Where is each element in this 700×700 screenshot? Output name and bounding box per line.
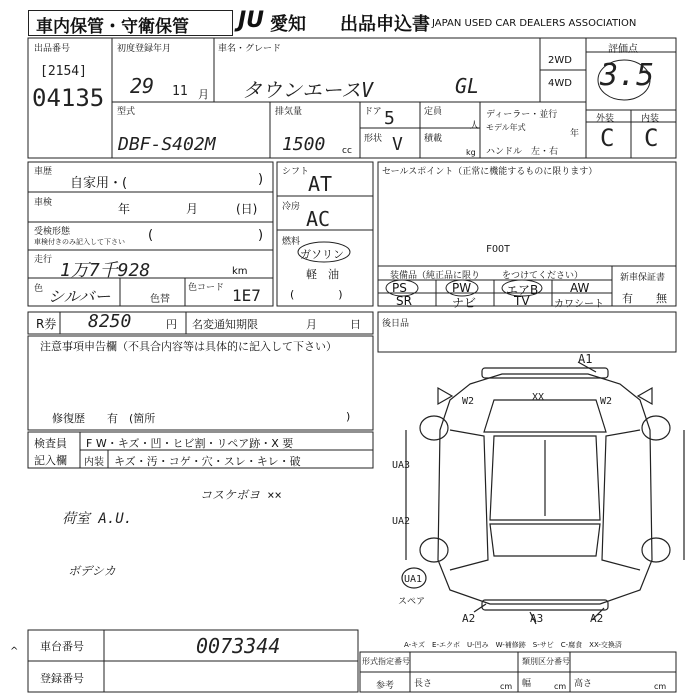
shift-label: シフト xyxy=(282,167,310,177)
equipment-label-2: をつけてください） xyxy=(502,271,584,281)
displacement-unit: cc xyxy=(342,146,352,156)
shape-label: 形状 xyxy=(364,134,383,144)
exterior-label: 外装 xyxy=(596,114,615,124)
association-name: JAPAN USED CAR DEALERS ASSOCIATION xyxy=(432,18,637,29)
length-label: 長さ xyxy=(414,679,433,689)
registration-month-unit: 月 xyxy=(198,88,209,101)
checker-row-2-label: 内装 xyxy=(84,457,104,468)
warranty-label: 新車保証書 xyxy=(620,273,666,283)
fuel-other: ( ) xyxy=(290,288,343,301)
equip-aw: AW xyxy=(570,281,590,295)
received-open: ( xyxy=(148,228,154,243)
model-year-unit: 年 xyxy=(570,129,580,139)
equip-tv: TV xyxy=(514,294,530,308)
warranty-no: 無 xyxy=(656,292,667,305)
type-value: DBF-S402M xyxy=(118,134,216,155)
damage-mark-xx: XX xyxy=(532,392,545,403)
color-code-value: 1E7 xyxy=(232,286,261,305)
color-code-label: 色コード xyxy=(188,283,225,293)
reference-label: 参考 xyxy=(376,681,395,691)
registration-number-label: 登録番号 xyxy=(40,672,84,685)
equip-airbag: エアB xyxy=(506,283,539,297)
damage-mark-a1: A1 xyxy=(578,352,593,366)
color-label: 色 xyxy=(34,284,44,294)
recycle-unit: 円 xyxy=(166,318,177,331)
repair-history-close: ) xyxy=(346,410,351,423)
rating-label: 評価点 xyxy=(608,44,638,55)
registration-year: 29 xyxy=(130,74,155,98)
height-label: 高さ xyxy=(574,679,593,689)
form-title: 出品申込書 xyxy=(340,14,430,35)
circle-gasoline xyxy=(298,242,350,262)
damage-mark-w2-left: W2 xyxy=(462,396,475,407)
circle-pw xyxy=(446,280,478,296)
damage-mark-a2-left: A2 xyxy=(462,612,476,625)
fuel-label: 燃料 xyxy=(282,237,301,247)
damage-mark-ua2: UA2 xyxy=(392,516,411,527)
car-grade-value: GL xyxy=(455,74,480,98)
inspection-label: 車検 xyxy=(34,198,53,208)
load-label: 積載 xyxy=(424,134,443,144)
interior-grade: C xyxy=(644,124,659,152)
received-close: ) xyxy=(258,228,264,243)
handwritten-note-1: コスケボヨ ×× xyxy=(200,488,282,502)
registration-label: 初度登録年月 xyxy=(117,44,172,54)
mileage-label: 走行 xyxy=(34,255,53,265)
checker-label-2: 記入欄 xyxy=(34,454,67,467)
handwritten-note-3: ボデシカ xyxy=(68,564,116,578)
lot-bracket-number: [2154] xyxy=(40,64,87,79)
interior-label: 内装 xyxy=(641,114,660,124)
history-label: 車歴 xyxy=(34,167,53,177)
lot-number: 04135 xyxy=(32,84,105,112)
damage-mark-ua1: UA1 xyxy=(404,574,423,585)
recycle-label: R券 xyxy=(36,317,57,331)
checker-row-2: キズ・汚・コゲ・穴・スレ・キレ・破 xyxy=(114,455,301,468)
inspection-day: (日) xyxy=(236,202,258,216)
doors-label: ドア xyxy=(364,107,382,117)
rating-score: 3.5 xyxy=(600,58,655,93)
margin-mark: ^ xyxy=(10,646,19,657)
circle-ps xyxy=(386,280,418,296)
width-label: 幅 xyxy=(522,679,532,689)
displacement-value: 1500 xyxy=(282,134,326,155)
handle-label: ハンドル 左・右 xyxy=(486,147,559,157)
damage-mark-ua3: UA3 xyxy=(392,460,411,471)
tax-month: 月 xyxy=(306,318,317,331)
chassis-value: 0073344 xyxy=(196,634,281,658)
circle-score xyxy=(598,60,650,100)
damage-mark-w2-right: W2 xyxy=(600,396,613,407)
class-number-label: 類別区分番号 xyxy=(522,657,570,666)
checker-label: 検査員 xyxy=(34,437,67,450)
fuel-diesel: 軽 油 xyxy=(306,268,339,281)
width-unit: cm xyxy=(554,682,567,691)
branch-name: 愛知 xyxy=(270,14,306,35)
capacity-unit: 人 xyxy=(470,121,480,131)
rear-item-label: 後日品 xyxy=(382,319,410,329)
mileage-value: 1万7千928 xyxy=(60,260,151,281)
received-note: 車検付きのみ記入して下さい xyxy=(34,238,125,246)
ju-logo: JU xyxy=(238,8,265,33)
received-label: 受検形態 xyxy=(34,227,71,237)
color-change-label: 色替 xyxy=(150,294,170,305)
height-unit: cm xyxy=(654,682,667,691)
load-unit: kg xyxy=(466,148,476,157)
tax-day: 日 xyxy=(350,318,361,331)
doors-value: 5 xyxy=(384,108,395,129)
chassis-label: 車台番号 xyxy=(40,640,84,653)
history-value: 自家用・( xyxy=(70,176,128,191)
recycle-value: 8250 xyxy=(88,311,132,332)
equip-leather: カワシート xyxy=(554,299,604,310)
storage-note: 車内保管・守衛保管 xyxy=(36,17,189,37)
model-year-label: モデル年式 xyxy=(486,123,526,132)
equip-ps: PS xyxy=(392,281,407,295)
equip-pw: PW xyxy=(452,281,472,295)
drive-4wd: 4WD xyxy=(548,78,572,89)
inspection-year: 年 xyxy=(118,202,131,216)
fuel-gasoline: ガソリン xyxy=(300,248,344,261)
lot-label: 出品番号 xyxy=(34,44,71,54)
color-value: シルバー xyxy=(48,287,111,306)
warranty-yes: 有 xyxy=(622,292,633,305)
damage-mark-a2-right: A2 xyxy=(590,612,604,625)
equipment-label: 装備品（純正品に限り xyxy=(390,271,481,281)
mileage-unit: km xyxy=(232,266,248,277)
damage-legend: A-キズ E-エクボ U-凹み W-補修跡 S-サビ C-腐食 XX-交換済 xyxy=(404,641,622,649)
sales-point-note: FOOT xyxy=(486,244,511,255)
drive-2wd: 2WD xyxy=(548,55,572,66)
notes-label: 注意事項申告欄（不具合内容等は具体的に記入して下さい） xyxy=(40,340,337,353)
displacement-label: 排気量 xyxy=(275,107,303,117)
equip-navi: ナビ xyxy=(452,296,477,310)
damage-mark-a3: A3 xyxy=(530,612,544,625)
car-name-label: 車名・グレード xyxy=(218,44,282,54)
inspection-month: 月 xyxy=(186,202,199,216)
circle-airbag xyxy=(502,280,542,296)
type-label: 型式 xyxy=(117,107,136,117)
cert-number-label: 形式指定番号 xyxy=(362,657,410,666)
sales-point-label: セールスポイント（正常に機能するものに限ります） xyxy=(382,167,598,177)
ac-label: 冷房 xyxy=(282,202,301,212)
registration-month: 11 xyxy=(172,84,188,99)
capacity-label: 定員 xyxy=(424,107,443,117)
tax-label: 名変通知期限 xyxy=(192,318,258,331)
handwritten-note-2: 荷室 A.U. xyxy=(62,511,133,527)
length-unit: cm xyxy=(500,682,513,691)
repair-history-label: 修復歴 有 (箇所 xyxy=(52,412,156,425)
shape-value: V xyxy=(392,134,403,155)
spare-label: スペア xyxy=(398,597,426,607)
exterior-grade: C xyxy=(600,124,615,152)
dealer-import-label: ディーラー・並行 xyxy=(486,110,558,120)
equip-sr: SR xyxy=(396,294,412,308)
history-close: ) xyxy=(258,172,264,187)
shift-value: AT xyxy=(308,172,333,196)
ac-value: AC xyxy=(306,207,331,231)
checker-row-1: F W・キズ・凹・ヒビ割・リペア跡・X 要 xyxy=(86,437,294,450)
car-name-value: タウンエースV xyxy=(242,78,374,102)
